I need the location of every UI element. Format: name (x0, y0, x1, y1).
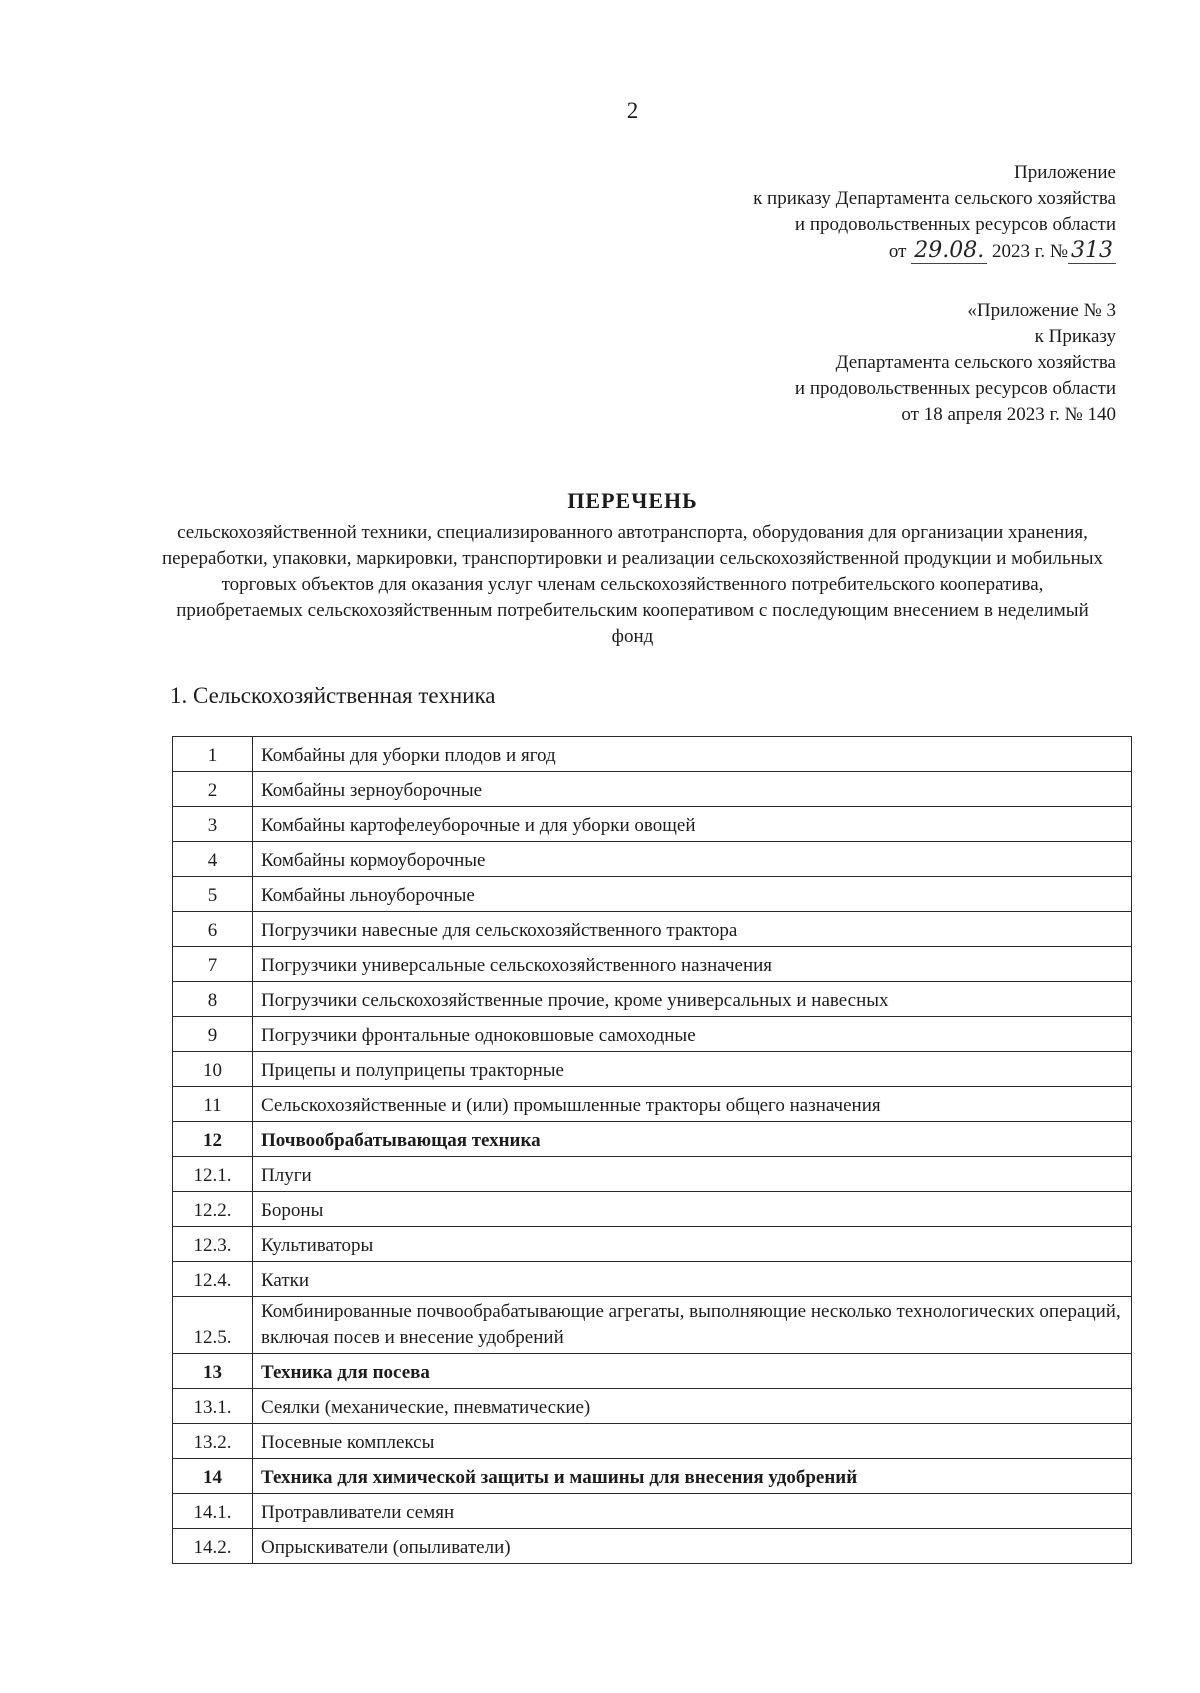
table-row (173, 982, 1132, 1017)
table-row (173, 1424, 1132, 1459)
table-row (173, 1354, 1132, 1389)
table-row (173, 1157, 1132, 1192)
table-row (173, 947, 1132, 982)
row-number: 9 (173, 1017, 253, 1052)
row-number: 12 (173, 1122, 253, 1157)
row-name: Плуги (253, 1157, 1132, 1192)
row-name: Комбайны льноуборочные (253, 877, 1132, 912)
table-row (173, 1052, 1132, 1087)
row-name: Комбайны картофелеуборочные и для уборки овощей (253, 807, 1132, 842)
amended-header-line: от 18 апреля 2023 г. № 140 (901, 404, 1116, 425)
amended-header (795, 298, 1116, 428)
table-row (173, 1389, 1132, 1424)
order-header-line: и продовольственных ресурсов области (794, 214, 1116, 235)
equipment-table-body (173, 737, 1132, 1564)
row-name: Почвообрабатывающая техника (253, 1122, 1132, 1157)
row-name: Техника для посева (253, 1354, 1132, 1389)
order-date-line (753, 238, 1116, 265)
row-number: 12.4. (173, 1262, 253, 1297)
row-name: Катки (253, 1262, 1132, 1297)
row-number: 2 (173, 772, 253, 807)
order-header-line: Приложение (1014, 162, 1116, 183)
row-number: 12.3. (173, 1227, 253, 1262)
table-row (173, 1122, 1132, 1157)
row-number: 1 (173, 737, 253, 772)
row-number: 6 (173, 912, 253, 947)
amended-header-line: Департамента сельского хозяйства (835, 352, 1116, 373)
row-name: Опрыскиватели (опыливатели) (253, 1529, 1132, 1564)
row-number: 12.2. (173, 1192, 253, 1227)
document-title: ПЕРЕЧЕНЬ (567, 488, 698, 513)
table-row (173, 1087, 1132, 1122)
row-name: Техника для химической защиты и машины для внесения удобрений (253, 1459, 1132, 1494)
section-heading: 1. Сельскохозяйственная техника (170, 683, 496, 708)
row-number: 12.5. (173, 1297, 253, 1354)
row-number: 13.1. (173, 1389, 253, 1424)
order-header-line: к приказу Департамента сельского хозяйства (753, 188, 1116, 209)
table-row (173, 912, 1132, 947)
row-name: Комбайны кормоуборочные (253, 842, 1132, 877)
row-name: Бороны (253, 1192, 1132, 1227)
row-number: 10 (173, 1052, 253, 1087)
row-number: 11 (173, 1087, 253, 1122)
order-number-handwritten: 313 (1068, 238, 1116, 264)
table-row (173, 877, 1132, 912)
table-row (173, 842, 1132, 877)
equipment-table (172, 736, 1132, 1564)
row-number: 14 (173, 1459, 253, 1494)
table-row (173, 1297, 1132, 1354)
table-row (173, 1227, 1132, 1262)
table-row (173, 1494, 1132, 1529)
table-row (173, 1459, 1132, 1494)
page-number: 2 (626, 98, 639, 123)
row-name: Сеялки (механические, пневматические) (253, 1389, 1132, 1424)
row-name: Комбайны зерноуборочные (253, 772, 1132, 807)
amended-header-line: «Приложение № 3 (967, 300, 1116, 321)
order-header (753, 160, 1116, 265)
row-number: 5 (173, 877, 253, 912)
amended-header-line: к Приказу (1034, 326, 1116, 347)
row-number: 4 (173, 842, 253, 877)
table-row (173, 1262, 1132, 1297)
row-number: 7 (173, 947, 253, 982)
table-row (173, 1192, 1132, 1227)
row-number: 12.1. (173, 1157, 253, 1192)
row-number: 3 (173, 807, 253, 842)
order-date-prefix: от (888, 241, 907, 262)
table-row (173, 1017, 1132, 1052)
row-name: Посевные комплексы (253, 1424, 1132, 1459)
row-name: Прицепы и полуприцепы тракторные (253, 1052, 1132, 1087)
row-name: Погрузчики фронтальные одноковшовые самоходные (253, 1017, 1132, 1052)
table-row (173, 1529, 1132, 1564)
row-name: Погрузчики навесные для сельскохозяйственного трактора (253, 912, 1132, 947)
row-name: Культиваторы (253, 1227, 1132, 1262)
row-number: 8 (173, 982, 253, 1017)
row-name: Комбайны для уборки плодов и ягод (253, 737, 1132, 772)
row-number: 13 (173, 1354, 253, 1389)
order-date-handwritten: 29.08. (911, 238, 987, 264)
row-name: Погрузчики сельскохозяйственные прочие, кроме универсальных и навесных (253, 982, 1132, 1017)
order-year-text: 2023 г. № (991, 241, 1068, 262)
row-number: 14.2. (173, 1529, 253, 1564)
row-name: Погрузчики универсальные сельскохозяйственного назначения (253, 947, 1132, 982)
document-subtitle: сельскохозяйственной техники, специализированного автотранспорта, оборудования для организации хранения, переработки, упаковки, маркировки, транспортировки и реализации сельскохозяйственной продукции и мобильных торговых объектов для оказания услуг членам сельскохозяйственного потребительского кооператива, приобретаемых сельскохозяйственным потребительским кооперативом с последующим внесением в неделимый фонд (161, 522, 1104, 647)
row-number: 13.2. (173, 1424, 253, 1459)
amended-header-line: и продовольственных ресурсов области (794, 378, 1116, 399)
row-name: Сельскохозяйственные и (или) промышленные тракторы общего назначения (253, 1087, 1132, 1122)
table-row (173, 737, 1132, 772)
row-number: 14.1. (173, 1494, 253, 1529)
table-row (173, 772, 1132, 807)
table-row (173, 807, 1132, 842)
row-name: Комбинированные почвообрабатывающие агрегаты, выполняющие несколько технологических операций, включая посев и внесение удобрений (253, 1297, 1132, 1354)
row-name: Протравливатели семян (253, 1494, 1132, 1529)
